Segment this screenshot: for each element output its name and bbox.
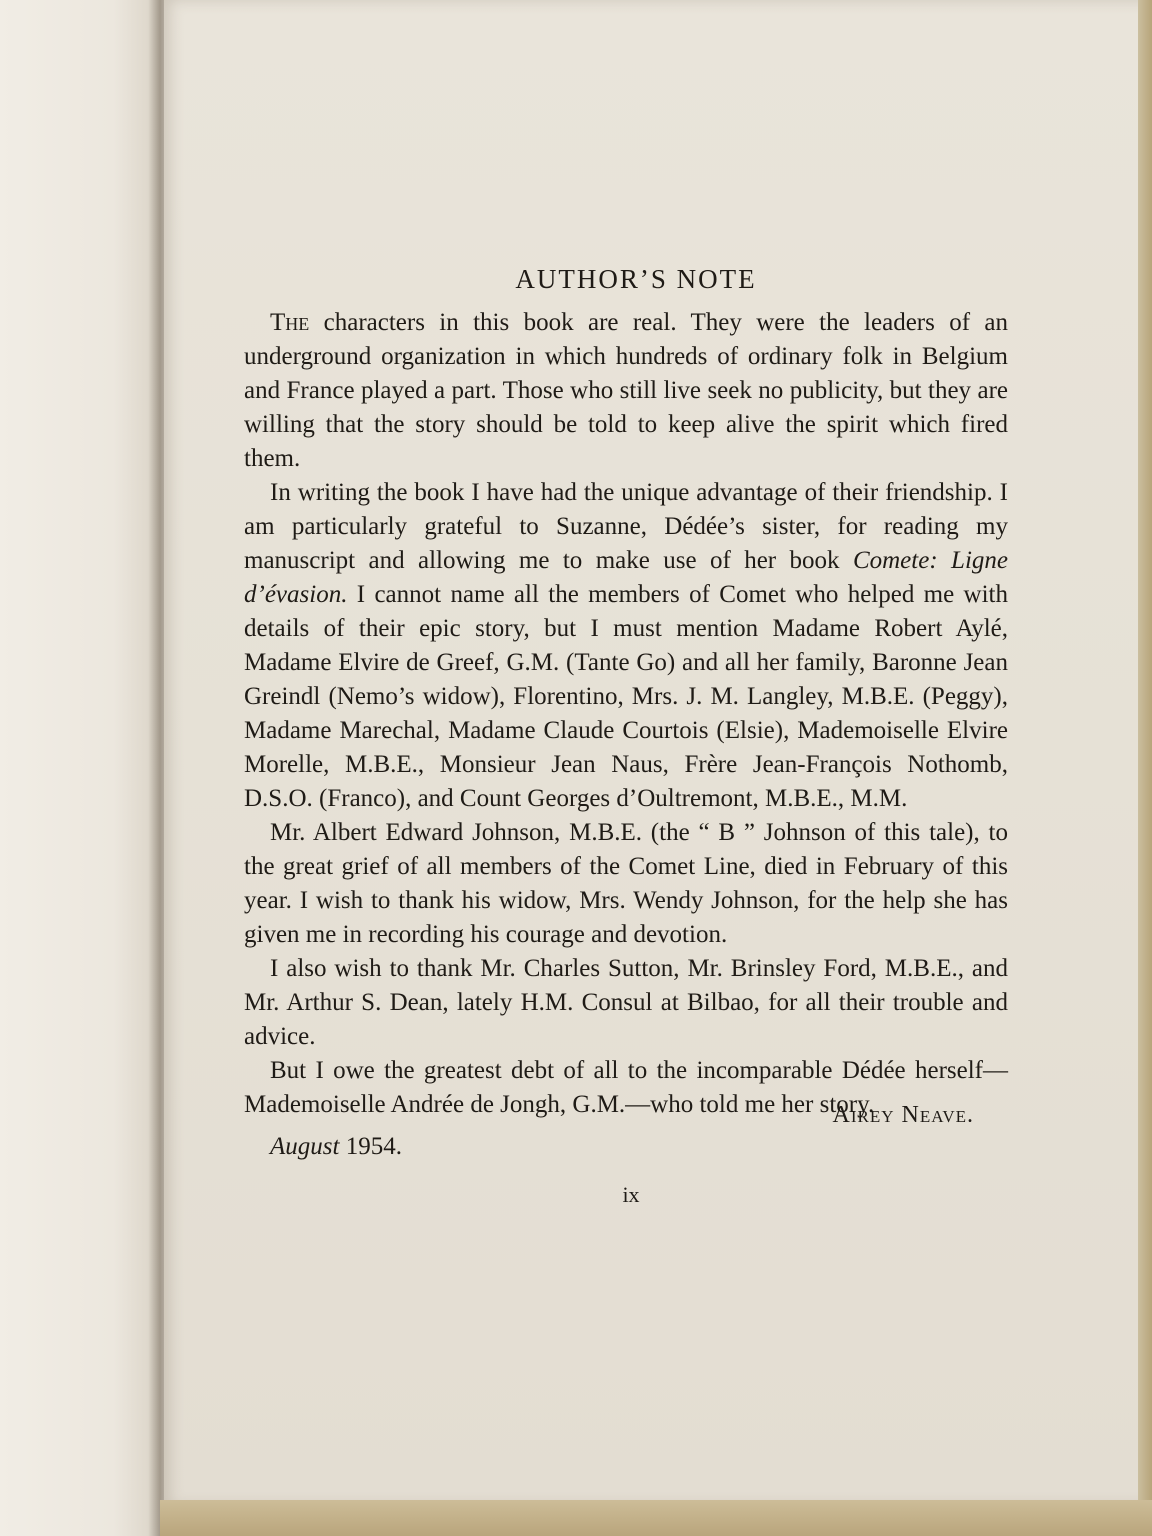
page-text — [244, 262, 1008, 1212]
paragraph-lead-word: The — [270, 309, 310, 336]
paragraph-2-text-b: I cannot name all the members of Comet who helped me with details of their epic story, but I must mention Madame Robert Aylé, Madame Elvire de Greef, G.M. (Tante Go) and all her family, Baronne Jean Greindl (Nemo’s widow), Florentino, Mrs. J. M. Langley, M.B.E. (Peggy), Madame Marechal, Madame Claude Courtois (Elsie), Mademoiselle Elvire Morelle, M.B.E., Monsieur Jean Naus, Frère Jean-François Nothomb, D.S.O. (Franco), and Count Georges d’Oultremont, M.B.E., M.M. — [244, 581, 1008, 812]
paragraph-1-text: characters in this book are real. They were the leaders of an underground organization in which hundreds of ordinary folk in Belgium and France played a part. Those who still live seek no publicity, but they are willing that the story should be told to keep alive the spirit which fired them. — [244, 309, 1008, 472]
page-title: AUTHOR’S NOTE — [515, 264, 757, 294]
paragraph-2 — [244, 476, 1008, 816]
author-signature: Airey Neave. — [832, 1102, 974, 1128]
date-line — [270, 1130, 1008, 1164]
left-page — [0, 0, 162, 1536]
paragraph-5: But I owe the greatest debt of all to the incomparable Dédée herself—Mademoiselle Andrée de Jongh, G.M.—who told me her story. — [244, 1057, 1008, 1118]
page-edge-right — [1138, 0, 1152, 1536]
book-title: Comete: Ligne d’évasion. — [244, 547, 1008, 608]
paragraph-1 — [244, 306, 1008, 476]
page-edge-bottom — [160, 1500, 1152, 1536]
date-year: 1954. — [339, 1133, 402, 1160]
paragraph-2-text-a: In writing the book I have had the unique advantage of their friendship. I am particularly grateful to Suzanne, Dédée’s sister, for reading my manuscript and allowing me to make use of her book — [244, 479, 1008, 574]
paragraph-4: I also wish to thank Mr. Charles Sutton, Mr. Brinsley Ford, M.B.E., and Mr. Arthur S. Dean, lately H.M. Consul at Bilbao, for all their trouble and advice. — [244, 955, 1008, 1050]
date-month: August — [270, 1133, 340, 1160]
page-number: ix — [622, 1182, 640, 1207]
paragraph-3: Mr. Albert Edward Johnson, M.B.E. (the “ B ” Johnson of this tale), to the great grief of all members of the Comet Line, died in February of this year. I wish to thank his widow, Mrs. Wendy Johnson, for the help she has given me in recording his courage and devotion. — [244, 819, 1008, 948]
